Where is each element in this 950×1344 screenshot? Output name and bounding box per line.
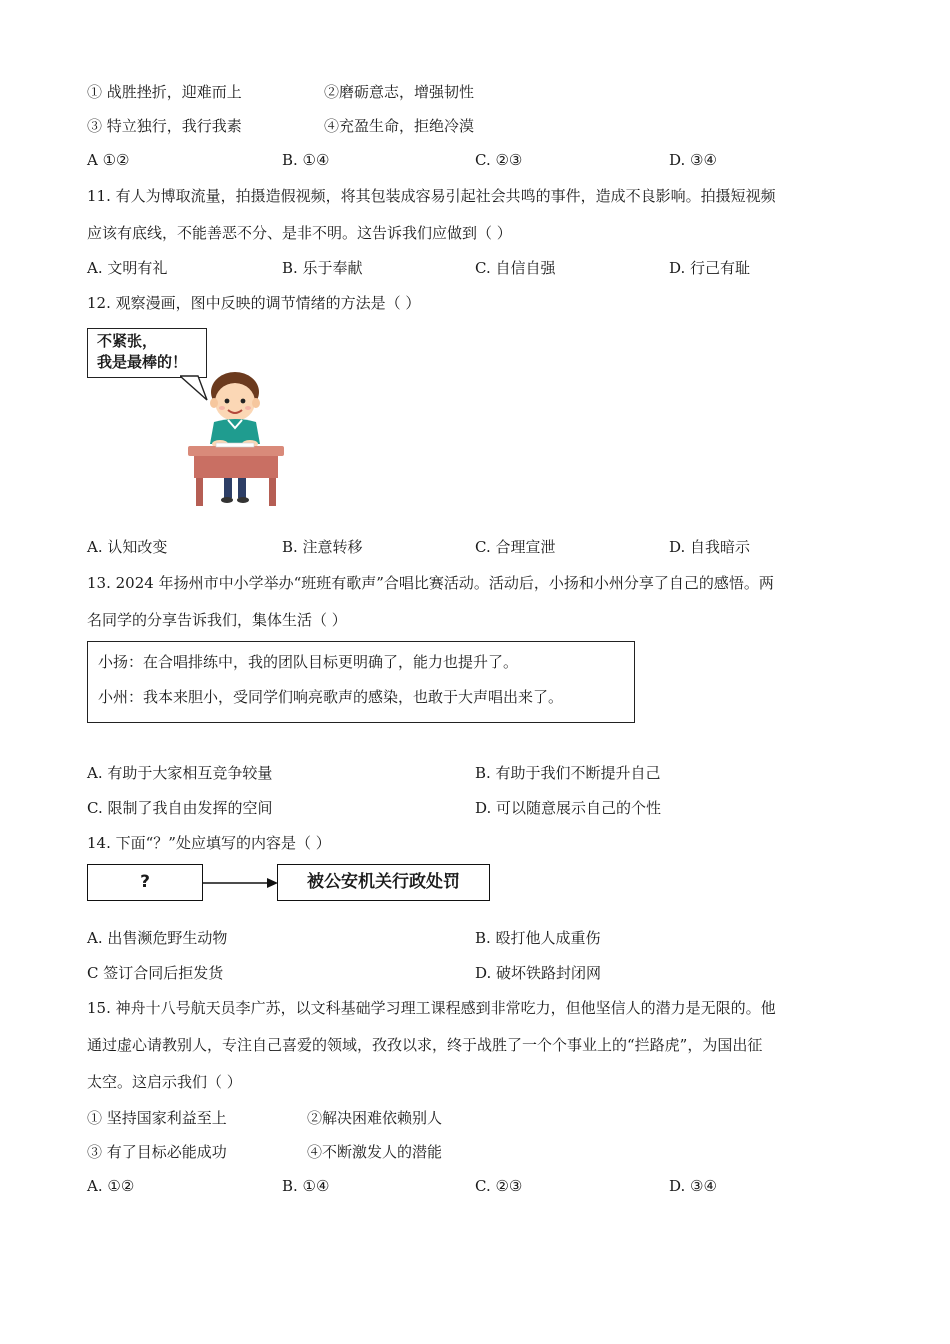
- q12-option-c: C. 合理宣泄: [475, 538, 556, 556]
- q10-statement-4: ④充盈生命，拒绝冷漠: [324, 117, 475, 135]
- bubble-line-1: 不紧张，: [97, 332, 158, 350]
- q12-stem: 12. 观察漫画，图中反映的调节情绪的方法是（ ）: [87, 294, 421, 312]
- cartoon-boy-at-desk: [180, 370, 290, 510]
- q14-option-a: A. 出售濒危野生动物: [87, 929, 228, 947]
- flow-box-unknown: ?: [87, 864, 203, 901]
- q11-stem-line-2: 应该有底线，不能善恶不分、是非不明。这告诉我们应做到（ ）: [87, 224, 512, 242]
- q12-options: [87, 537, 867, 557]
- q14-stem: 14. 下面“？”处应填写的内容是（ ）: [87, 834, 331, 852]
- q10-option-b: B. ①④: [282, 151, 330, 169]
- q15-option-d: D. ③④: [669, 1177, 717, 1195]
- bubble-line-2: 我是最棒的！: [97, 353, 188, 371]
- q15-statement-2: ②解决困难依赖别人: [307, 1109, 443, 1127]
- q13-quote-box: [87, 641, 635, 723]
- desk-front: [194, 456, 278, 478]
- q14-options-row-1: [87, 928, 867, 948]
- q13-stem-line-2: 名同学的分享告诉我们，集体生活（ ）: [87, 611, 347, 629]
- q14-option-b: B. 殴打他人成重伤: [475, 929, 601, 947]
- q11-option-d: D. 行己有耻: [669, 259, 751, 277]
- q10-statement-2: ②磨砺意志，增强韧性: [324, 83, 475, 101]
- q11-option-b: B. 乐于奉献: [282, 259, 363, 277]
- flow-arrow-icon: [203, 874, 279, 892]
- q15-option-a: A. ①②: [87, 1177, 135, 1195]
- boy-face: [215, 383, 255, 421]
- q14-option-d: D. 破坏铁路封闭网: [475, 964, 602, 982]
- flow-box-penalty: 被公安机关行政处罚: [277, 864, 490, 901]
- q10-statement-1: ① 战胜挫折，迎难而上: [87, 83, 242, 101]
- q14-option-c: C 签订合同后拒发货: [87, 964, 224, 982]
- q13-quote-xiaozhou: 小州：我本来胆小，受同学们响亮歌声的感染，也敢于大声唱出来了。: [98, 688, 564, 706]
- q12-option-a: A. 认知改变: [87, 538, 168, 556]
- q10-options: [87, 150, 867, 170]
- q15-stem-line-2: 通过虚心请教别人，专注自己喜爱的领域，孜孜以求，终于战胜了一个个事业上的“拦路虎”，为国出征: [87, 1036, 763, 1054]
- q13-option-c: C. 限制了我自由发挥的空间: [87, 799, 273, 817]
- q15-stem-line-3: 太空。这启示我们（ ）: [87, 1073, 242, 1091]
- q13-quote-xiaoyang: 小扬：在合唱排练中，我的团队目标更明确了，能力也提升了。: [98, 653, 519, 671]
- q12-option-d: D. 自我暗示: [669, 538, 751, 556]
- q11-options: [87, 258, 867, 278]
- desk-top: [188, 446, 284, 456]
- q13-options-row-2: [87, 798, 867, 818]
- q15-statement-1: ① 坚持国家利益至上: [87, 1109, 227, 1127]
- q14-options-row-2: [87, 963, 867, 983]
- q15-option-c: C. ②③: [475, 1177, 523, 1195]
- q15-option-b: B. ①④: [282, 1177, 330, 1195]
- q10-option-a: A ①②: [87, 151, 130, 169]
- q12-option-b: B. 注意转移: [282, 538, 363, 556]
- q13-stem-line-1: 13. 2024 年扬州市中小学举办“班班有歌声”合唱比赛活动。活动后，小扬和小州分享了自己的感悟。两: [87, 574, 774, 592]
- bubble-tail: [180, 376, 207, 400]
- q10-option-c: C. ②③: [475, 151, 523, 169]
- q15-options: [87, 1176, 867, 1196]
- q10-statement-3: ③ 特立独行，我行我素: [87, 117, 242, 135]
- q13-option-a: A. 有助于大家相互竞争较量: [87, 764, 273, 782]
- q11-option-a: A. 文明有礼: [87, 259, 168, 277]
- q15-stem-line-1: 15. 神舟十八号航天员李广苏，以文科基础学习理工课程感到非常吃力，但他坚信人的潜力是无限的。他: [87, 999, 776, 1017]
- q13-option-d: D. 可以随意展示自己的个性: [475, 799, 662, 817]
- q15-statement-4: ④不断激发人的潜能: [307, 1143, 443, 1161]
- q10-option-d: D. ③④: [669, 151, 717, 169]
- q15-statement-3: ③ 有了目标必能成功: [87, 1143, 227, 1161]
- q11-stem-line-1: 11. 有人为博取流量，拍摄造假视频，将其包装成容易引起社会共鸣的事件，造成不良影响。拍摄短视频: [87, 187, 776, 205]
- q11-option-c: C. 自信自强: [475, 259, 556, 277]
- q13-option-b: B. 有助于我们不断提升自己: [475, 764, 661, 782]
- q13-options-row-1: [87, 763, 867, 783]
